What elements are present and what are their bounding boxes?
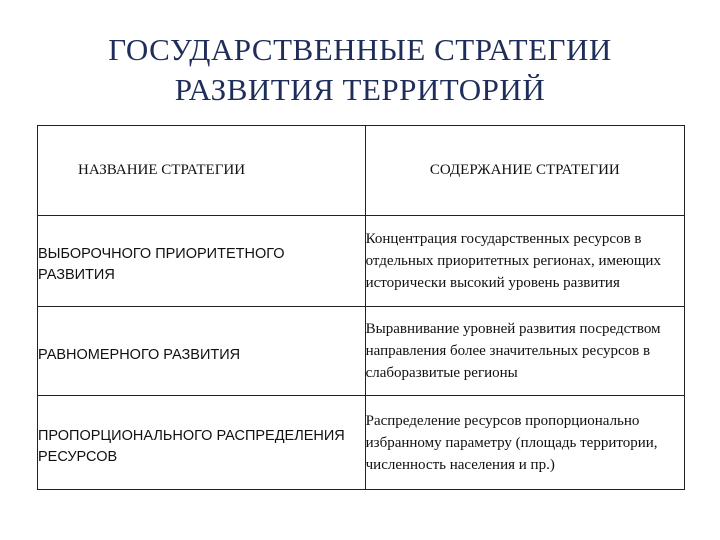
strategy-content: Концентрация государственных ресурсов в отдельных приоритетных регионах, имеющих исторически высокий уровень развития <box>365 216 684 307</box>
page-title-line-2: РАЗВИТИЯ ТЕРРИТОРИЙ <box>174 72 546 107</box>
strategy-content: Распределение ресурсов пропорционально избранному параметру (площадь территории, численность населения и пр.) <box>365 396 684 490</box>
page-title-line-1: ГОСУДАРСТВЕННЫЕ СТРАТЕГИИ <box>108 32 612 67</box>
table-row <box>38 307 685 396</box>
strategy-name-cell <box>38 307 366 396</box>
header-strategy-content: СОДЕРЖАНИЕ СТРАТЕГИИ <box>365 126 684 216</box>
table-row <box>38 216 685 307</box>
page-title <box>0 30 720 110</box>
table-row <box>38 396 685 490</box>
table-header-row <box>38 126 685 216</box>
strategy-name: ВЫБОРОЧНОГО ПРИОРИТЕТНОГО РАЗВИТИЯ <box>38 246 285 283</box>
strategy-name: ПРОПОРЦИОНАЛЬНОГО РАСПРЕДЕЛЕНИЯ РЕСУРСОВ <box>38 427 345 465</box>
strategy-name-cell <box>38 396 366 490</box>
strategy-name-cell <box>38 216 366 307</box>
strategy-content: Выравнивание уровней развития посредством направления более значительных ресурсов в слаборазвитые регионы <box>365 307 684 396</box>
strategies-table <box>37 125 685 490</box>
strategy-name: РАВНОМЕРНОГО РАЗВИТИЯ <box>38 346 241 363</box>
header-strategy-name: НАЗВАНИЕ СТРАТЕГИИ <box>38 126 366 216</box>
